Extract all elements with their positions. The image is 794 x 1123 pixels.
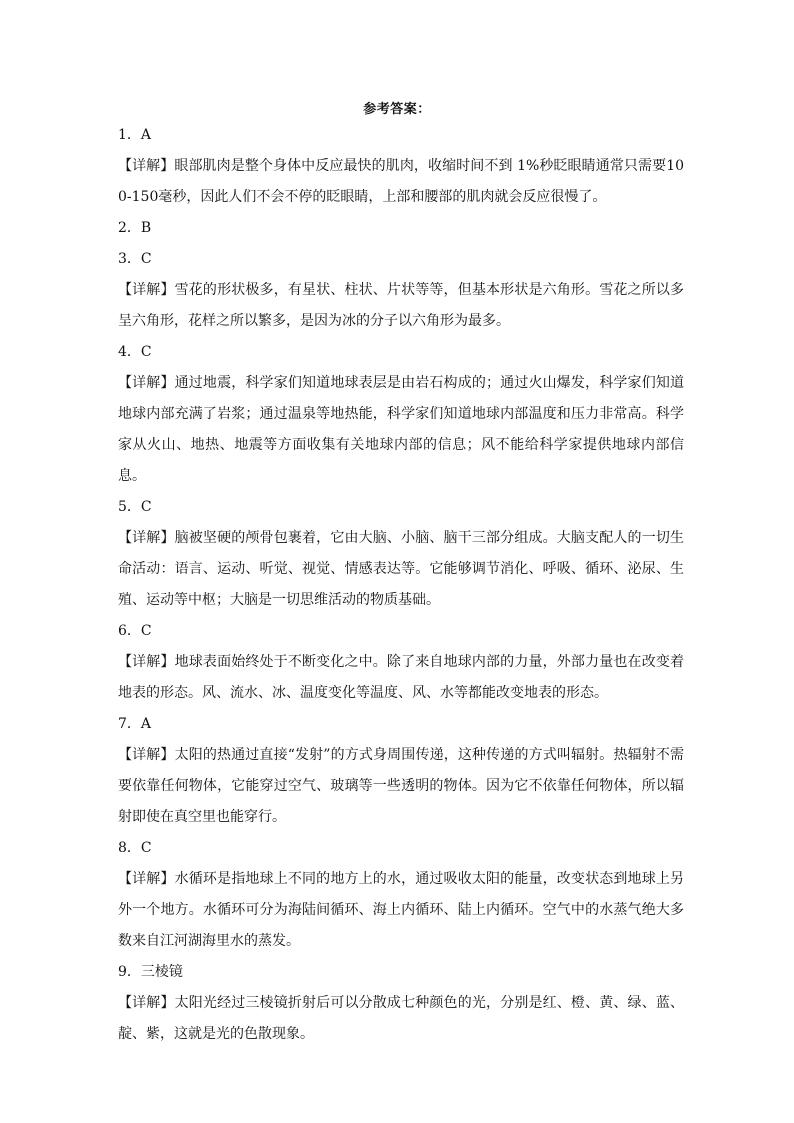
detail-text: 太阳光经过三棱镜折射后可以分散成七种颜色的光，分别是红、橙、黄、绿、蓝、靛、紫，这就是光的色散现象。 bbox=[118, 995, 685, 1042]
detail-text: 水循环是指地球上不同的地方上的水，通过吸收太阳的能量，改变状态到地球上另外一个地方。水循环可分为海陆间循环、海上内循环、陆上内循环。空气中的水蒸气绝大多数来自江河湖海里水的蒸发。 bbox=[118, 871, 685, 949]
answer-detail bbox=[118, 151, 684, 213]
answer-detail bbox=[118, 864, 684, 957]
detail-text: 太阳的热通过直接“发射”的方式身周围传递，这种传递的方式叫辐射。热辐射不需要依靠任何物体，它能穿过空气、玻璃等一些透明的物体。因为它不依靠任何物体，所以辐射即使在真空里也能穿行。 bbox=[118, 747, 685, 825]
detail-tag: 【详解】 bbox=[118, 871, 175, 887]
answer-number: 4．C bbox=[118, 344, 152, 360]
answer-number: 1．A bbox=[118, 127, 152, 143]
answer-number: 6．C bbox=[118, 623, 152, 639]
page-title: 参考答案： bbox=[363, 102, 431, 117]
detail-tag: 【详解】 bbox=[118, 375, 175, 391]
answer-number: 5．C bbox=[118, 499, 152, 515]
detail-tag: 【详解】 bbox=[118, 747, 175, 763]
detail-text: 眼部肌肉是整个身体中反应最快的肌肉，收缩时间不到 1%秒眨眼睛通常只需要100-150毫秒，因此人们不会不停的眨眼睛，上部和腰部的肌肉就会反应很慢了。 bbox=[118, 158, 685, 205]
detail-tag: 【详解】 bbox=[118, 158, 175, 174]
answer-number: 7．A bbox=[118, 716, 152, 732]
answer-number: 3．C bbox=[118, 251, 152, 267]
answer-list bbox=[118, 120, 684, 1050]
answer-detail bbox=[118, 647, 684, 709]
detail-tag: 【详解】 bbox=[118, 530, 175, 546]
detail-text: 地球表面始终处于不断变化之中。除了来自地球内部的力量，外部力量也在改变着地表的形态。风、流水、冰、温度变化等温度、风、水等都能改变地表的形态。 bbox=[118, 654, 685, 701]
answer-number: 2．B bbox=[118, 220, 152, 236]
answer-detail bbox=[118, 523, 684, 616]
answer-detail bbox=[118, 368, 684, 492]
detail-tag: 【详解】 bbox=[118, 995, 175, 1011]
answer-detail bbox=[118, 740, 684, 833]
answer-number: 8．C bbox=[118, 840, 152, 856]
detail-text: 通过地震，科学家们知道地球表层是由岩石构成的；通过火山爆发，科学家们知道地球内部充满了岩浆；通过温泉等地热能，科学家们知道地球内部温度和压力非常高。科学家从火山、地热、地震等方面收集有关地球内部的信息；风不能给科学家提供地球内部信息。 bbox=[118, 375, 685, 484]
answer-detail bbox=[118, 988, 684, 1050]
detail-text: 雪花的形状极多，有星状、柱状、片状等等，但基本形状是六角形。雪花之所以多呈六角形，花样之所以繁多，是因为冰的分子以六角形为最多。 bbox=[118, 282, 685, 329]
answer-number: 9．三棱镜 bbox=[118, 964, 183, 980]
detail-tag: 【详解】 bbox=[118, 282, 175, 298]
answer-detail bbox=[118, 275, 684, 337]
detail-text: 脑被坚硬的颅骨包裹着，它由大脑、小脑、脑干三部分组成。大脑支配人的一切生命活动：语言、运动、听觉、视觉、情感表达等。它能够调节消化、呼吸、循环、泌尿、生殖、运动等中枢；大脑是一切思维活动的物质基础。 bbox=[118, 530, 685, 608]
detail-tag: 【详解】 bbox=[118, 654, 175, 670]
